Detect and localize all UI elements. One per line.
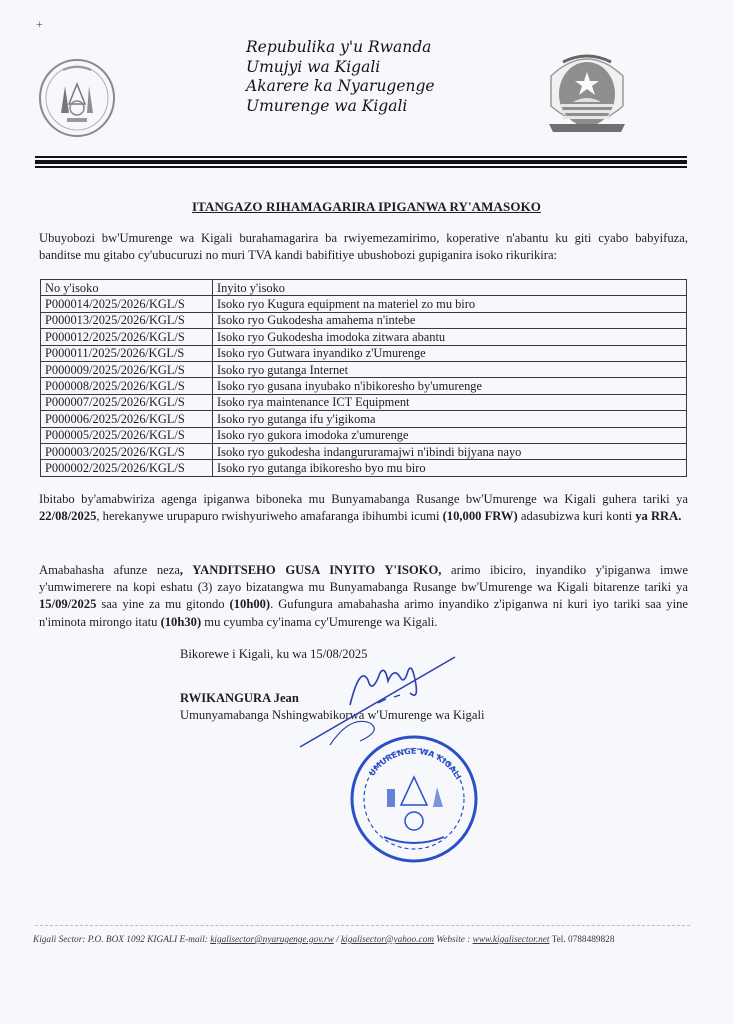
tender-number: P000013/2025/2026/KGL/S <box>41 312 213 328</box>
text: arimo ibiciro, inyandiko y'ipiganwa imwe y'umwimerere na kopi eshatu (3) zayo bizatangwa mu Bunyamabanga Rusange bw'Umurenge wa Kigali bitarenze tariki ya <box>39 563 688 595</box>
tender-number: P000011/2025/2026/KGL/S <box>41 345 213 361</box>
tender-title: Isoko ryo Gukodesha amahema n'intebe <box>213 312 687 328</box>
place-date: Bikorewe i Kigali, ku wa 15/08/2025 <box>180 647 368 661</box>
table-row <box>41 378 687 394</box>
text: Amabahasha afunze neza <box>39 563 180 577</box>
table-row <box>41 460 687 476</box>
tender-title: Isoko ryo gutanga ifu y'igikoma <box>213 411 687 427</box>
text: saa yine za mu gitondo <box>96 597 230 612</box>
tender-title: Isoko ryo Gukodesha imodoka zitwara abantu <box>213 329 687 345</box>
table-row <box>41 361 687 377</box>
tender-number: P000012/2025/2026/KGL/S <box>41 329 213 345</box>
availability-date: 22/08/2025 <box>39 509 97 524</box>
footer-contact <box>33 935 614 945</box>
tender-number: P000008/2025/2026/KGL/S <box>41 378 213 394</box>
tender-title: Isoko rya maintenance ICT Equipment <box>213 394 687 410</box>
header-divider <box>35 166 687 168</box>
header-divider <box>35 156 687 158</box>
footer-address: Kigali Sector: P.O. BOX 1092 KIGALI E-mail: <box>33 935 211 945</box>
deadline-time: (10h00) <box>229 597 271 612</box>
tender-title: Isoko ryo gutanga ibikoresho byo mu biro <box>213 460 687 476</box>
tender-number: P000002/2025/2026/KGL/S <box>41 460 213 476</box>
tender-title: Isoko ryo gutanga Internet <box>213 361 687 377</box>
table-header-cell: No y'isoko <box>41 280 213 296</box>
tender-title: Isoko ryo Kugura equipment na materiel zo mu biro <box>213 296 687 312</box>
fee-amount: (10,000 FRW) <box>442 509 518 524</box>
table-row <box>41 427 687 443</box>
tender-number: P000006/2025/2026/KGL/S <box>41 411 213 427</box>
account-name: ya RRA. <box>635 509 682 524</box>
table-row <box>41 312 687 328</box>
text: adasubizwa kuri konti <box>517 509 636 524</box>
tender-number: P000014/2025/2026/KGL/S <box>41 296 213 312</box>
table-row <box>41 329 687 345</box>
tender-number: P000007/2025/2026/KGL/S <box>41 394 213 410</box>
deadline-date: 15/09/2025 <box>39 597 97 612</box>
email-link[interactable]: kigalisector@yahoo.com <box>341 935 434 945</box>
text: . Gufungura amabahasha arimo inyandiko z'ipiganwa ni kuri iyo tariki saa yine n'iminota mirongo itatu <box>39 597 688 629</box>
official-stamp-icon <box>339 727 489 867</box>
tender-title: Isoko ryo Gutwara inyandiko z'Umurenge <box>213 345 687 361</box>
website-link[interactable]: www.kigalisector.net <box>472 935 550 945</box>
text: Ibitabo by'amabwiriza agenga ipiganwa biboneka mu Bunyamabanga Rusange bw'Umurenge wa Kigali guhera tariki ya <box>39 492 688 506</box>
separator: / <box>333 935 342 945</box>
phone-number: Tel. 0788489828 <box>549 935 615 945</box>
letterhead-line: Umurenge wa Kigali <box>246 96 408 115</box>
table-row <box>41 443 687 459</box>
tender-number: P000005/2025/2026/KGL/S <box>41 427 213 443</box>
table-header-cell: Inyito y'isoko <box>213 280 687 296</box>
emphasis-text: , YANDITSEHO GUSA INYITO Y'ISOKO, <box>179 563 442 577</box>
crosshair-mark: + <box>36 17 43 31</box>
intro-paragraph: Ubuyobozi bw'Umurenge wa Kigali burahamagarira ba rwiyemezamirimo, koperative n'abantu ku giti cyabo babyifuza, banditse mu gitabo cy'ubucuruzi no muri TVA kandi babifitiye ubushobozi gupiganira isoko rikurikira: <box>39 231 688 263</box>
notice-title: ITANGAZO RIHAMAGARIRA IPIGANWA RY'AMASOKO <box>191 199 541 214</box>
table-row <box>41 296 687 312</box>
letterhead-line: Umujyi wa Kigali <box>246 57 381 76</box>
website-label: Website : <box>434 935 473 945</box>
tender-number: P000009/2025/2026/KGL/S <box>41 361 213 377</box>
tender-title: Isoko ryo gukora imodoka z'umurenge <box>213 427 687 443</box>
opening-time: (10h30) <box>160 614 202 629</box>
text: , herekanywe urupapuro rwishyuriweho amafaranga ibihumbi icumi <box>96 509 443 524</box>
letterhead-line: Repubulika y'u Rwanda <box>246 38 432 56</box>
table-row <box>41 411 687 427</box>
submission-paragraph <box>39 562 688 631</box>
header-divider <box>35 160 687 164</box>
table-header-row <box>41 280 687 296</box>
tender-title: Isoko ryo gusana inyubako n'ibikoresho by'umurenge <box>213 378 687 394</box>
tender-title: Isoko ryo gukodesha indangururamajwi n'ibindi bijyana nayo <box>213 443 687 459</box>
letterhead <box>246 38 435 116</box>
table-row <box>41 345 687 361</box>
signatory-role: Umunyamabanga Nshingwabikorwa w'Umurenge wa Kigali <box>180 708 485 722</box>
letterhead-line: Akarere ka Nyarugenge <box>246 77 435 95</box>
footer-divider <box>35 925 690 927</box>
kigali-emblem-icon <box>541 46 633 138</box>
coat-of-arms-icon <box>37 58 117 138</box>
tender-table <box>40 279 687 477</box>
text: mu cyumba cy'inama cy'Umurenge wa Kigali. <box>201 614 438 629</box>
email-link[interactable]: kigalisector@nyarugenge.gov.rw <box>210 935 334 945</box>
table-row <box>41 394 687 410</box>
tender-number: P000003/2025/2026/KGL/S <box>41 443 213 459</box>
bidding-documents-paragraph <box>39 491 688 525</box>
signatory-name: RWIKANGURA Jean <box>180 691 299 705</box>
svg-text:UMURENGE WA KIGALI: UMURENGE WA KIGALI <box>367 746 463 781</box>
